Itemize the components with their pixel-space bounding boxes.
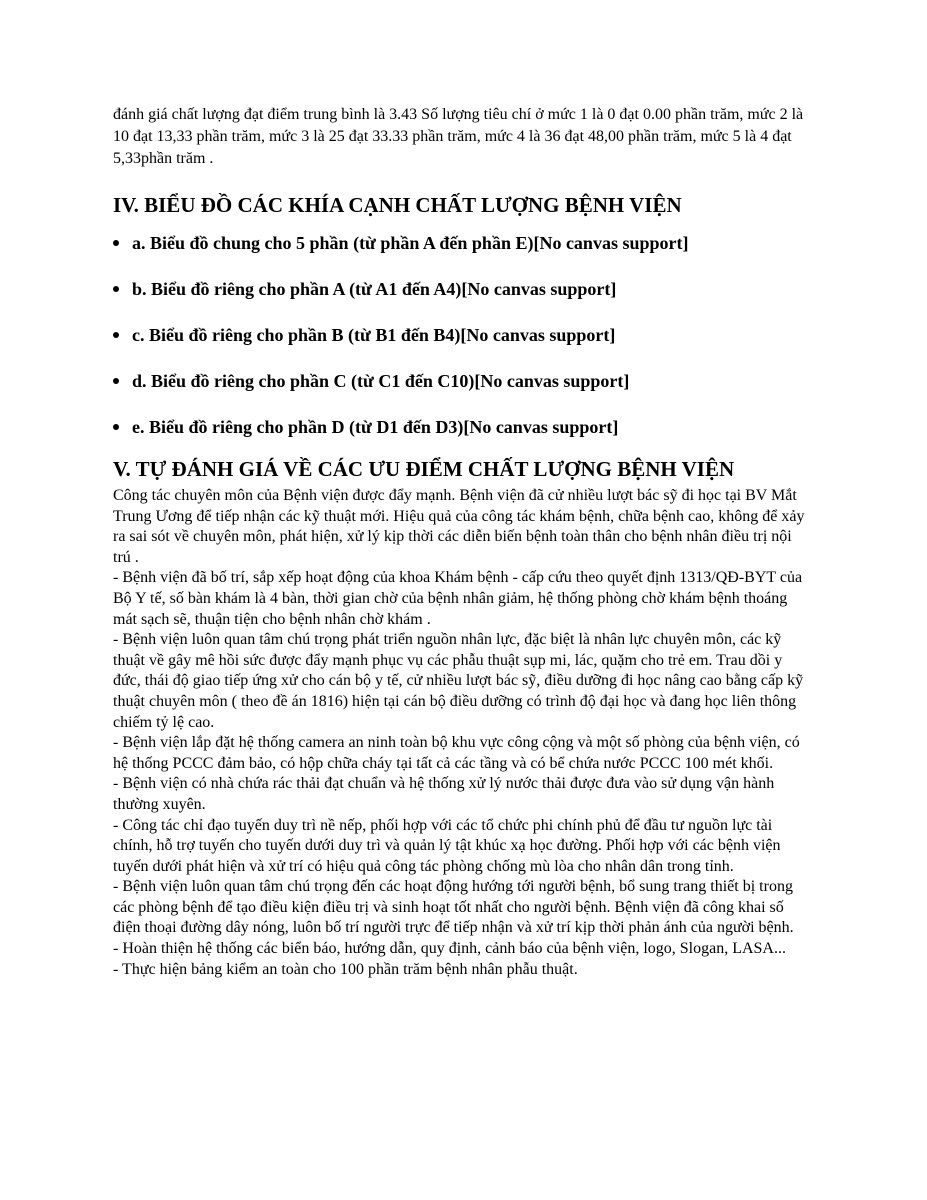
bullet-icon bbox=[113, 286, 119, 292]
bullet-icon bbox=[113, 240, 119, 246]
body-paragraph: - Hoàn thiện hệ thống các biển báo, hướng dẫn, quy định, cảnh báo của bệnh viện, logo, Slogan, LASA... bbox=[113, 940, 786, 958]
chart-list-item-d bbox=[113, 370, 813, 392]
bullet-icon bbox=[113, 424, 119, 430]
body-paragraph: - Bệnh viện luôn quan tâm chú trọng phát triển nguồn nhân lực, đặc biệt là nhân lực chuyên môn, các kỹ thuật về gây mê hồi sức được đẩy mạnh phục vụ các phẫu thuật sụp mi, lác, quặm cho trẻ em. Trau dồi y đức, thái độ giao tiếp ứng xử cho cán bộ y tế, cử nhiều lượt bác sỹ, điều dưỡng đi học nâng cao bằng cấp kỹ thuật chuyên môn ( theo đề án 1816) hiện tại cán bộ điều dưỡng có trình độ đại học và đang học liên thông chiếm tỷ lệ cao. bbox=[113, 631, 804, 731]
chart-list-item-c bbox=[113, 324, 813, 346]
chart-item-label: d. Biểu đồ riêng cho phần C (từ C1 đến C10)[No canvas support] bbox=[132, 371, 630, 391]
chart-item-label: c. Biểu đồ riêng cho phần B (từ B1 đến B4)[No canvas support] bbox=[132, 325, 616, 345]
chart-list-item-e bbox=[113, 416, 813, 438]
intro-paragraph: đánh giá chất lượng đạt điểm trung bình là 3.43 Số lượng tiêu chí ở mức 1 là 0 đạt 0.00 phần trăm, mức 2 là 10 đạt 13,33 phần trăm, mức 3 là 25 đạt 33.33 phần trăm, mức 4 là 36 đạt 48,00 phần trăm, mức 5 là 4 đạt 5,33phần trăm . bbox=[113, 106, 804, 167]
bullet-icon bbox=[113, 332, 119, 338]
body-paragraph: - Bệnh viện có nhà chứa rác thải đạt chuẩn và hệ thống xử lý nước thải được đưa vào sử dụng vận hành thường xuyên. bbox=[113, 775, 775, 813]
body-paragraph: - Bệnh viện đã bố trí, sắp xếp hoạt động của khoa Khám bệnh - cấp cứu theo quyết định 1313/QĐ-BYT của Bộ Y tế, số bàn khám là 4 bàn, thời gian chờ của bệnh nhân giảm, hệ thống phòng chờ khám bệnh thoáng mát sạch sẽ, thuận tiện cho bệnh nhân chờ khám . bbox=[113, 569, 803, 628]
chart-item-label: b. Biểu đồ riêng cho phần A (từ A1 đến A4)[No canvas support] bbox=[132, 279, 617, 299]
body-paragraph: - Bệnh viện luôn quan tâm chú trọng đến các hoạt động hướng tới người bệnh, bổ sung trang thiết bị trong các phòng bệnh để tạo điều kiện điều trị và sinh hoạt tốt nhất cho người bệnh. Bệnh viện đã công khai số điện thoại đường dây nóng, luôn bố trí người trực để tiếp nhận và xử trí kịp thời phản ánh của người bệnh. bbox=[113, 878, 794, 937]
section-v-heading: V. TỰ ĐÁNH GIÁ VỀ CÁC ƯU ĐIỂM CHẤT LƯỢNG BỆNH VIỆN bbox=[113, 457, 735, 481]
body-paragraph: - Thực hiện bảng kiểm an toàn cho 100 phần trăm bệnh nhân phẫu thuật. bbox=[113, 960, 578, 978]
document-page bbox=[113, 104, 813, 980]
body-paragraph: - Bệnh viện lắp đặt hệ thống camera an ninh toàn bộ khu vực công cộng và một số phòng của bệnh viện, có hệ thống PCCC đảm bảo, có hộp chữa cháy tại tất cả các tầng và có bể chứa nước PCCC 100 mét khối. bbox=[113, 734, 800, 772]
bullet-icon bbox=[113, 378, 119, 384]
body-paragraph: - Công tác chỉ đạo tuyến duy trì nề nếp, phối hợp với các tổ chức phi chính phủ để đầu tư nguồn lực tài chính, hỗ trợ tuyến cho tuyến dưới duy trì và quản lý tật khúc xạ học đường. Phối hợp với các bệnh viện tuyến dưới phát hiện và xử trí có hiệu quả công tác phòng chống mù lòa cho nhân dân trong tỉnh. bbox=[113, 816, 781, 875]
chart-item-label: a. Biểu đồ chung cho 5 phần (từ phần A đến phần E)[No canvas support] bbox=[132, 233, 689, 253]
section-v-body bbox=[113, 486, 813, 980]
chart-list-item-a bbox=[113, 232, 813, 254]
chart-list bbox=[113, 232, 813, 438]
chart-item-label: e. Biểu đồ riêng cho phần D (từ D1 đến D3)[No canvas support] bbox=[132, 417, 619, 437]
body-paragraph: Công tác chuyên môn của Bệnh viện được đẩy mạnh. Bệnh viện đã cử nhiều lượt bác sỹ đi học tại BV Mắt Trung Ương để tiếp nhận các kỹ thuật mới. Hiệu quả của công tác khám bệnh, chữa bệnh cao, không để xảy ra sai sót về chuyên môn, phát hiện, xử lý kịp thời các diễn biến bệnh toàn thân cho bệnh nhân điều trị nội trú . bbox=[113, 487, 805, 566]
section-iv-heading: IV. BIỂU ĐỒ CÁC KHÍA CẠNH CHẤT LƯỢNG BỆNH VIỆN bbox=[113, 193, 682, 217]
chart-list-item-b bbox=[113, 278, 813, 300]
